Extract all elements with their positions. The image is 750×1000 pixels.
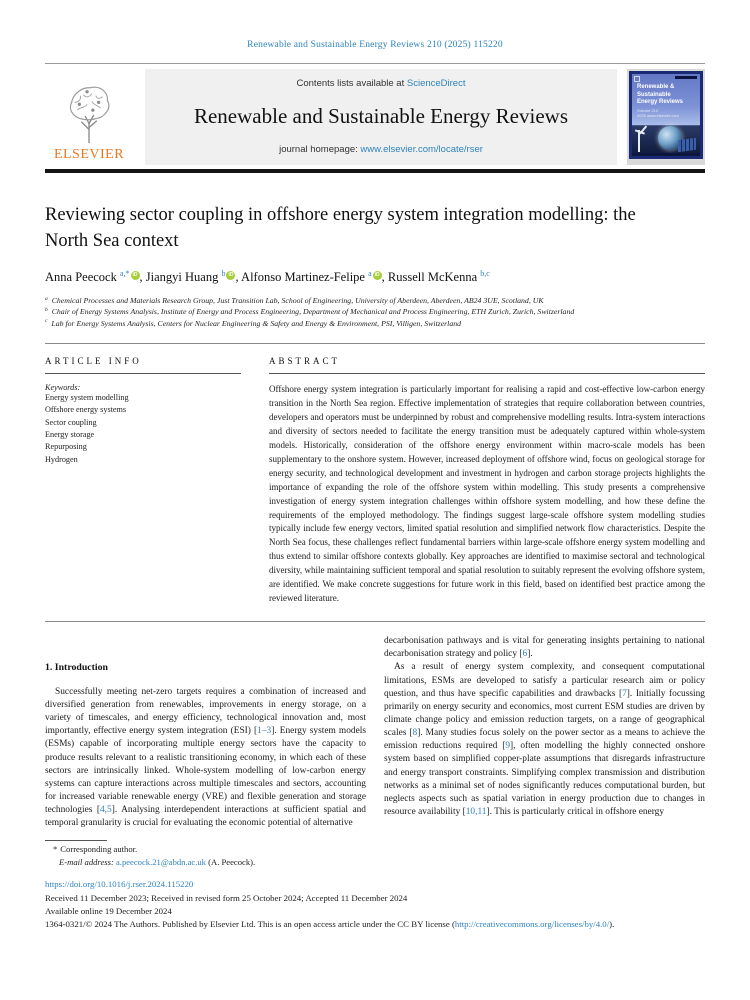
sciencedirect-link[interactable]: ScienceDirect <box>406 78 466 89</box>
body-right-column <box>384 635 705 830</box>
info-abstract-section <box>45 356 705 606</box>
contents-list-line <box>151 78 611 89</box>
keyword-item: Energy system modelling <box>45 393 129 403</box>
email-link[interactable]: a.peecock.21@abdn.ac.uk <box>115 856 206 867</box>
copyright-suffix: ). <box>609 918 615 929</box>
journal-cover-thumbnail[interactable] <box>627 69 705 165</box>
journal-header <box>45 69 705 165</box>
cover-art <box>632 74 700 156</box>
elsevier-tree-icon <box>60 80 118 146</box>
keywords-list <box>45 392 241 466</box>
body-left-column <box>45 635 366 830</box>
corresponding-author-note <box>45 844 705 854</box>
keyword-item: Energy storage <box>45 429 95 439</box>
footnote-star: * <box>53 843 58 854</box>
received-dates: Received 11 December 2023; Received in revised form 25 October 2024; Accepted 11 December 2024 <box>45 893 408 904</box>
cover-solar-panel-icon <box>678 138 696 153</box>
homepage-prefix: journal homepage: <box>279 144 361 155</box>
footnote-text: Corresponding author. <box>60 843 138 854</box>
header-bottom-rule <box>45 169 705 173</box>
body-paragraph: As a result of energy system complexity, and consequent computational limitations, ESMs are developed to satisfy a particular research aim or policy question, and thus have specific capabilities and drawbacks [7]. Initially focussing primarily on energy security and economics, most current ESM studies are driven by climate change policy and emission reduction targets, on a range of geographical scales [8]. Many studies focus solely on the power sector as a means to achieve the emission reductions required [9], often modelling the highly connected onshore system based on simplified copper-plate assumptions that disregards infrastructure and energy transport constraints. Simplifying complex transmission and distribution networks as a minimal set of nodes significantly reduces computational burden, but neglects aspects such as spatial variation in energy production due to changes in resource availability [10,11]. This is particularly critical in offshore energy <box>384 662 706 818</box>
journal-homepage-link[interactable]: www.elsevier.com/locate/rser <box>360 144 483 155</box>
keyword-item: Offshore energy systems <box>45 405 127 415</box>
citation-ref[interactable]: 6 <box>522 649 528 660</box>
keyword-item: Repurposing <box>45 442 87 452</box>
body-paragraph: decarbonisation pathways and is vital for generating insights pertaining to national decarbonisation strategy and policy [6]. <box>384 636 705 660</box>
contents-prefix: Contents lists available at <box>296 78 407 89</box>
keyword-item: Hydrogen <box>45 454 78 464</box>
license-link[interactable]: http://creativecommons.org/licenses/by/4.0/ <box>454 918 610 929</box>
citation-ref[interactable]: 7 <box>622 688 627 699</box>
copyright-line <box>45 918 705 931</box>
citation-ref[interactable]: 10,11 <box>465 807 487 818</box>
abstract-bottom-rule <box>45 621 705 622</box>
author-list: Anna Peecock $^{a,*}$ iD , Jiangyi Huang $^b$ iD , Alfonso Martinez-Felipe $^a$ iD , Russell McKenna $^{b,c}$ <box>45 269 490 285</box>
affiliation-line: $^b$ Chair of Energy Systems Analysis, Institute of Energy and Process Engineering, Department of Mechanical and Process Engineering, ETH Zurich, Zurich, Switzerland <box>45 306 575 317</box>
keywords-label: Keywords: <box>45 383 81 393</box>
doi-link[interactable]: https://doi.org/10.1016/j.rser.2024.115220 <box>45 878 194 889</box>
article-info-heading: ARTICLE INFO <box>45 356 241 374</box>
orcid-icon[interactable]: iD <box>228 272 234 279</box>
footnote-rule <box>45 840 107 841</box>
journal-homepage-line <box>151 144 611 155</box>
cover-title: Renewable & Sustainable Energy Reviews <box>637 84 684 105</box>
citation-ref[interactable]: 1–3 <box>257 726 272 737</box>
orcid-icon[interactable]: iD <box>374 272 380 279</box>
available-online: Available online 19 December 2024 <box>45 906 172 916</box>
copyright-prefix: 1364-0321/© 2024 The Authors. Published by Elsevier Ltd. This is an open access article under the CC BY license ( <box>45 918 455 929</box>
cover-frame <box>629 71 703 159</box>
email-label: E-mail address: <box>59 856 114 867</box>
citation-ref[interactable]: 8 <box>412 728 418 739</box>
journal-masthead <box>145 69 617 165</box>
affiliation-line: $^c$ Lab for Energy Systems Analysis, Centers for Nuclear Engineering & Safety and Energy & Environment, PSI, Villigen, Switzerland <box>45 318 462 328</box>
journal-citation-link[interactable]: Renewable and Sustainable Energy Reviews 210 (2025) 115220 <box>247 40 503 50</box>
journal-title: Renewable and Sustainable Energy Reviews <box>193 104 568 128</box>
footer-block <box>45 878 705 931</box>
elsevier-logo <box>45 69 133 165</box>
article-body <box>45 635 705 830</box>
cover-issue-bar <box>675 76 697 79</box>
elsevier-wordmark: ELSEVIER <box>53 147 125 162</box>
top-divider <box>45 63 705 64</box>
body-paragraph: Successfully meeting net-zero targets requires a combination of increased and diversified generation from renewables, improvements in energy storage, on a variety of timescales, and energy efficiency, technological innovation and, most importantly, effective energy system integration (ESI) [1–3]. Energy system models (ESMs) capable of incorporating multiple energy sectors have the capacity to produce results relevant to a realistic transitioning economy, in which each of these sectors are intrinsically linked. Whole-system modelling of low-carbon energy systems can capture interactions across multiple timescales and sectors, accounting for increased variable renewable energy (VRE) and flexible generation and storage technologies [4,5]. Analysing interdependent interactions at sufficient spatial and temporal granularity is crucial for evaluating the economic potential of alternative <box>45 686 367 829</box>
citation-ref[interactable]: 4,5 <box>99 805 112 816</box>
abstract-heading: ABSTRACT <box>269 356 705 374</box>
author-affiliation-sup[interactable]: a,* <box>119 269 130 279</box>
email-footnote <box>45 857 705 867</box>
author-affiliation-sup[interactable]: b <box>221 269 226 279</box>
author: Anna Peecock $^{a,*}$ iD <box>45 269 138 285</box>
cover-subtext: Volume 210 2025 www.elsevier.com <box>637 108 679 119</box>
citation-ref[interactable]: 9 <box>505 741 511 752</box>
article-info-column <box>45 356 241 606</box>
affiliation-list <box>45 295 705 329</box>
abstract-text: Offshore energy system integration is particularly important for realising a rapid and cost-effective low-carbon energy transition in the North Sea region. Effective implementation of strategies that require collaboration between countries, developers and operators must be underpinned by robust and comprehensive modelling results. Intra-system interactions and diversity of sectors needed to facilitate the energy transition must be adequately captured within whole-system models. Historically, consideration of the offshore energy environment within macro-scale models has been supplementary to the onshore system. However, increased deployment of offshore wind, focus on geological storage for energy security, and technological development and investment in hydrogen and carbon storage projects highlights the importance of expanding the role of the offshore system within modelling. This study presents a comprehensive investigation of energy system integration challenges within offshore system modelling, and how these define the requirements of the employed methodology. The findings suggest large-scale offshore system modelling studies typically include few energy vectors, limited spatial resolution and simplified network flow characteristics. Despite the North Sea focus, these challenges reflect fundamental barriers within large-scale offshore energy system modelling and thus extend to similar offshore contexts globally. Key approaches are identified to maximise sectoral and technological diversity, while maintaining sufficient temporal and spatial resolution to suitably represent the evolving offshore system, are identified. We make concrete suggestions for future work in this field, based on identified best practice among the reviewed literature. <box>269 384 705 604</box>
info-top-rule <box>45 343 705 344</box>
author-affiliation-sup[interactable]: b,c <box>480 269 490 279</box>
orcid-icon[interactable]: iD <box>132 272 138 279</box>
abstract-column <box>269 356 705 606</box>
author: Jiangyi Huang $^b$ iD <box>145 269 234 285</box>
affiliation-line: $^a$ Chemical Processes and Materials Research Group, Just Transition Lab, School of Engineering, University of Aberdeen, Aberdeen, AB24 3UE, Scotland, UK <box>45 295 544 306</box>
section-heading-introduction: 1. Introduction <box>45 662 108 674</box>
author-affiliation-sup[interactable]: a <box>368 269 372 279</box>
article-title: Reviewing sector coupling in offshore energy system integration modelling: the North Sea context <box>45 205 636 251</box>
keyword-item: Sector coupling <box>45 417 97 427</box>
author: Russell McKenna $^{b,c}$ <box>387 269 490 285</box>
author: Alfonso Martinez-Felipe $^a$ iD <box>241 269 380 285</box>
cover-bottom-strip <box>632 153 700 156</box>
cover-mini-logo <box>634 76 640 82</box>
email-suffix: (A. Peecock). <box>208 856 256 867</box>
